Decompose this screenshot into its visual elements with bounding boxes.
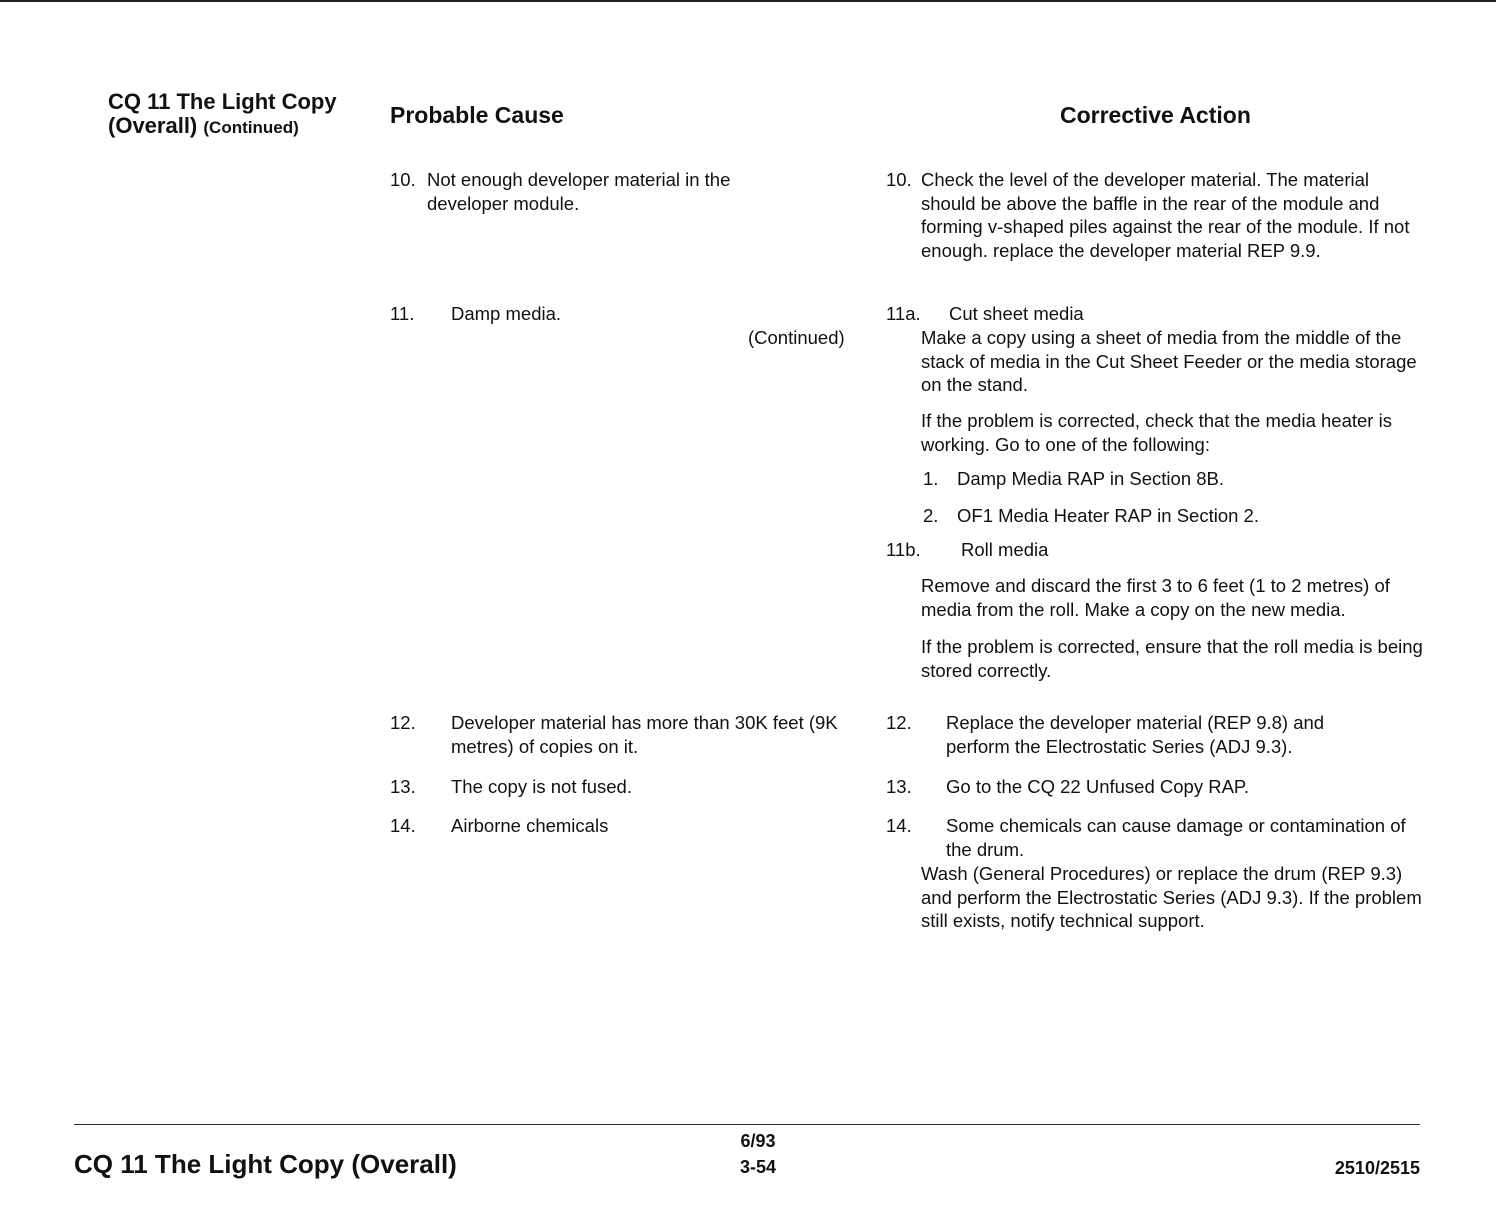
action-text-11a: Make a copy using a sheet of media from the middle of the stack of media in the Cut Sheet Feeder or the media storage on the stand. — [921, 327, 1417, 395]
action-text-14-followup: Wash (General Procedures) or replace the drum (REP 9.3) and perform the Electrostatic Series (ADJ 9.3). If the problem still exists, notify technical support. — [921, 863, 1422, 931]
list-item-1-number: 1. — [923, 468, 939, 489]
action-text-11a-followup: If the problem is corrected, check that the media heater is working. Go to one of the following: — [921, 410, 1392, 455]
cause-number-10: 10. — [390, 169, 416, 190]
list-item-2-number: 2. — [923, 505, 939, 526]
section-title — [108, 90, 337, 140]
cause-text-13: The copy is not fused. — [451, 776, 632, 797]
cause-number-12: 12. — [390, 712, 416, 733]
action-number-13: 13. — [886, 776, 912, 797]
top-border — [0, 0, 1496, 2]
cause-text-10: Not enough developer material in the developer module. — [427, 169, 731, 214]
corrective-action-heading: Corrective Action — [1060, 102, 1251, 128]
cause-text-14: Airborne chemicals — [451, 815, 609, 836]
action-text-12: Replace the developer material (REP 9.8) and perform the Electrostatic Series (ADJ 9.3). — [946, 712, 1325, 757]
list-item-2-text: OF1 Media Heater RAP in Section 2. — [957, 505, 1259, 526]
action-text-10: Check the level of the developer material. The material should be above the baffle in the rear of the module and forming v-shaped piles against the rear of the module. If not enough. replace the developer material REP 9.9. — [921, 169, 1410, 261]
action-text-13: Go to the CQ 22 Unfused Copy RAP. — [946, 776, 1250, 797]
action-title-11b: Roll media — [961, 539, 1049, 560]
section-title-line1: CQ 11 The Light Copy — [108, 89, 337, 114]
list-item-1-text: Damp Media RAP in Section 8B. — [957, 468, 1225, 489]
cause-text-12: Developer material has more than 30K feet (9K metres) of copies on it. — [451, 712, 838, 757]
footer-model: 2510/2515 — [1334, 1158, 1420, 1178]
cause-text-11: Damp media. — [451, 303, 562, 324]
continued-label: (Continued) — [748, 327, 845, 348]
section-title-continued: (Continued) — [203, 118, 299, 137]
action-number-14: 14. — [886, 815, 912, 836]
action-number-10: 10. — [886, 169, 912, 190]
footer-date: 6/93 — [740, 1131, 776, 1151]
cause-number-13: 13. — [390, 776, 416, 797]
probable-cause-heading: Probable Cause — [390, 102, 564, 128]
footer-date-page — [720, 1128, 796, 1180]
action-number-11b: 11b. — [886, 539, 921, 560]
cause-number-11: 11. — [390, 303, 415, 324]
action-title-11a: Cut sheet media — [949, 303, 1084, 324]
action-number-12: 12. — [886, 712, 912, 733]
section-title-line2: (Overall) — [108, 113, 198, 138]
action-text-11b: Remove and discard the first 3 to 6 feet (1 to 2 metres) of media from the roll. Make a copy on the new media. — [921, 575, 1390, 620]
action-text-14: Some chemicals can cause damage or contamination of the drum. — [946, 815, 1406, 860]
action-number-11a: 11a. — [886, 303, 921, 324]
action-text-11b-followup: If the problem is corrected, ensure that the roll media is being stored correctly. — [921, 636, 1423, 681]
footer-divider — [74, 1124, 1420, 1125]
footer-page-number: 3-54 — [739, 1157, 777, 1177]
cause-number-14: 14. — [390, 815, 416, 836]
footer-title: CQ 11 The Light Copy (Overall) — [74, 1149, 457, 1179]
